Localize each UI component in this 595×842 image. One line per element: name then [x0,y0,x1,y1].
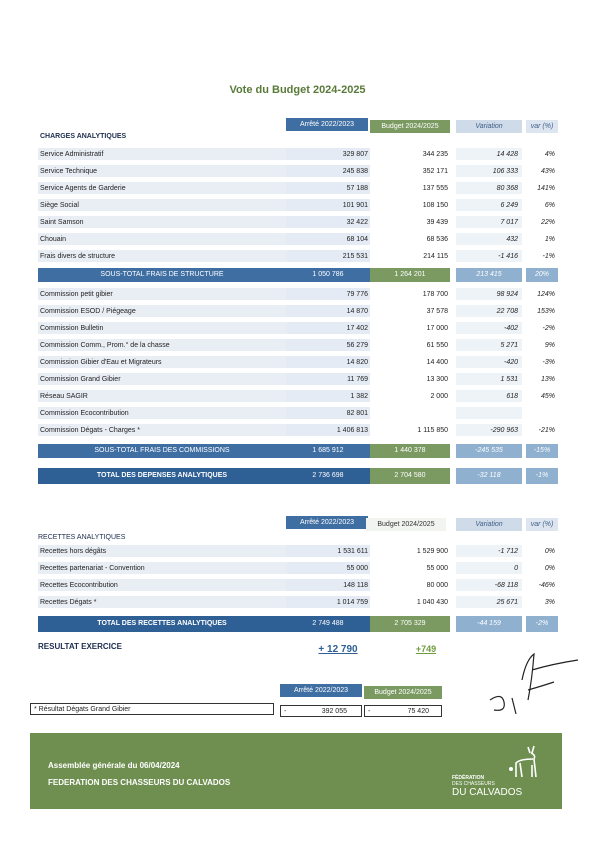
row-budget: 1 040 430 [370,596,450,608]
total-budget: 2 705 329 [370,616,450,632]
row-budget: 14 400 [370,356,450,368]
row-label: Service Technique [38,165,288,177]
header-arrete: Arrêté 2022/2023 [286,118,368,131]
table-row [38,182,558,195]
row-pct: -21% [526,424,558,436]
table-row [38,199,558,212]
row-pct: 45% [526,390,558,402]
row-budget: 37 578 [370,305,450,317]
footer-date: Assemblée générale du 06/04/2024 [48,761,180,770]
row-label: Commission Ecocontribution [38,407,288,419]
row-pct: -3% [526,356,558,368]
table-row [38,233,558,246]
signature-image [482,640,582,720]
table-row [38,579,558,592]
row-arrete: 68 104 [286,233,370,245]
footer-org: FEDERATION DES CHASSEURS DU CALVADOS [48,778,231,787]
subtotal-variation: 213 415 [456,268,522,282]
row-pct: -2% [526,322,558,334]
federation-logo [448,745,548,805]
page-title: Vote du Budget 2024-2025 [229,84,366,96]
row-budget: 108 150 [370,199,450,211]
subtotal-budget: 1 440 378 [370,444,450,458]
degats-budget: 75 420 [407,708,429,715]
logo-line-1: FÉDÉRATION [452,775,485,781]
total-label: TOTAL DES RECETTES ANALYTIQUES [38,616,286,632]
degats-sign: - [284,708,287,715]
row-variation: 1 531 [456,373,522,385]
subtotal-label: SOUS-TOTAL FRAIS DES COMMISSIONS [38,444,286,458]
row-label: Commission petit gibier [38,288,288,300]
row-arrete: 32 422 [286,216,370,228]
row-variation: 6 249 [456,199,522,211]
row-budget: 39 439 [370,216,450,228]
subtotal-label: SOUS-TOTAL FRAIS DE STRUCTURE [38,268,286,282]
table-row [38,390,558,403]
row-variation [456,407,522,419]
row-variation: 98 924 [456,288,522,300]
row-arrete: 82 801 [286,407,370,419]
row-label: Saint Samson [38,216,288,228]
row-label: Réseau SAGIR [38,390,288,402]
row-label: Recettes partenariat - Convention [38,562,288,574]
table-row [38,250,558,263]
subtotal-commissions-row [38,444,558,458]
header-budget: Budget 2024/2025 [364,686,442,699]
resultat-label: RESULTAT EXERCICE [38,642,123,651]
row-pct: 153% [526,305,558,317]
row-pct: 3% [526,596,558,608]
total-variation: -32 118 [456,468,522,484]
table-row [38,148,558,161]
row-pct: -46% [526,579,558,591]
total-budget: 2 704 580 [370,468,450,484]
degats-sign: - [368,708,371,715]
row-arrete: 79 776 [286,288,370,300]
row-budget: 55 000 [370,562,450,574]
row-variation: 5 271 [456,339,522,351]
table-row [38,562,558,575]
deer-icon [506,745,546,779]
row-label: Commission Bulletin [38,322,288,334]
row-pct [526,407,558,419]
row-pct: 0% [526,545,558,557]
table-row [38,165,558,178]
charges-section-label: CHARGES ANALYTIQUES [40,133,127,140]
row-label: Commission Comm., Prom.° de la chasse [38,339,288,351]
degats-budget-box [364,705,442,717]
row-variation: -1 416 [456,250,522,262]
row-pct: 43% [526,165,558,177]
row-arrete: 1 014 759 [286,596,370,608]
row-label: Frais divers de structure [38,250,288,262]
row-variation: 80 368 [456,182,522,194]
row-arrete: 1 382 [286,390,370,402]
header-var-pct: var (%) [526,518,558,531]
row-variation: 432 [456,233,522,245]
total-pct: -2% [526,616,558,632]
row-label: Recettes Ecocontribution [38,579,288,591]
row-budget: 80 000 [370,579,450,591]
table-row [38,407,558,420]
recettes-section-label: RECETTES ANALYTIQUES [38,534,126,541]
table-row [38,373,558,386]
row-variation: -1 712 [456,545,522,557]
row-pct: 4% [526,148,558,160]
row-arrete: 215 531 [286,250,370,262]
row-budget: 137 555 [370,182,450,194]
row-label: Service Administratif [38,148,288,160]
row-variation: 25 671 [456,596,522,608]
row-label: Commission ESOD / Piégeage [38,305,288,317]
row-pct: 6% [526,199,558,211]
row-pct: 9% [526,339,558,351]
row-pct: 124% [526,288,558,300]
logo-line-2: DES CHASSEURS [452,781,495,787]
row-arrete: 329 807 [286,148,370,160]
row-budget: 344 235 [370,148,450,160]
row-pct: 13% [526,373,558,385]
row-variation: 14 428 [456,148,522,160]
row-label: Commission Grand Gibier [38,373,288,385]
total-depenses-row [38,468,558,484]
degats-arrete: 392 055 [321,708,347,715]
row-budget: 61 550 [370,339,450,351]
footer-banner [30,733,562,809]
table-row [38,596,558,609]
row-budget: 1 115 850 [370,424,450,436]
row-label: Commission Dégats - Charges * [38,424,288,436]
row-arrete: 148 118 [286,579,370,591]
row-pct: 141% [526,182,558,194]
row-budget: 17 000 [370,322,450,334]
row-label: Recettes Dégats * [38,596,288,608]
table-row [38,305,558,318]
subtotal-pct: -15% [526,444,558,458]
row-arrete: 1 406 813 [286,424,370,436]
row-pct: -1% [526,250,558,262]
table-row [38,339,558,352]
row-variation: 106 333 [456,165,522,177]
subtotal-arrete: 1 050 786 [286,268,370,282]
row-variation: 7 017 [456,216,522,228]
header-variation: Variation [456,120,522,133]
total-pct: -1% [526,468,558,484]
row-arrete: 1 531 611 [286,545,370,557]
row-variation: -420 [456,356,522,368]
total-variation: -44 159 [456,616,522,632]
subtotal-budget: 1 264 201 [370,268,450,282]
table-row [38,322,558,335]
table-row [38,356,558,369]
row-arrete: 11 769 [286,373,370,385]
row-budget: 352 171 [370,165,450,177]
row-arrete: 55 000 [286,562,370,574]
row-variation: 22 708 [456,305,522,317]
row-variation: -68 118 [456,579,522,591]
row-arrete: 57 188 [286,182,370,194]
row-variation: 618 [456,390,522,402]
header-variation: Variation [456,518,522,531]
row-budget [370,407,450,419]
total-recettes-row [38,616,558,632]
row-pct: 1% [526,233,558,245]
table-row [38,216,558,229]
row-variation: 0 [456,562,522,574]
resultat-arrete: + 12 790 [318,644,358,655]
row-budget: 178 700 [370,288,450,300]
row-arrete: 17 402 [286,322,370,334]
table-row [38,288,558,301]
subtotal-structure-row [38,268,558,282]
row-budget: 68 536 [370,233,450,245]
table-row [38,545,558,558]
row-arrete: 14 820 [286,356,370,368]
row-label: Chouain [38,233,288,245]
row-pct: 22% [526,216,558,228]
subtotal-variation: -245 535 [456,444,522,458]
row-label: Commission Gibier d'Eau et Migrateurs [38,356,288,368]
subtotal-arrete: 1 685 912 [286,444,370,458]
total-label: TOTAL DES DEPENSES ANALYTIQUES [38,468,286,484]
row-arrete: 245 838 [286,165,370,177]
row-arrete: 101 901 [286,199,370,211]
logo-line-3: DU CALVADOS [452,787,523,798]
header-budget: Budget 2024/2025 [366,518,446,531]
header-budget: Budget 2024/2025 [370,120,450,133]
row-arrete: 14 870 [286,305,370,317]
subtotal-pct: 20% [526,268,558,282]
degats-arrete-box [280,705,362,717]
row-budget: 13 300 [370,373,450,385]
row-label: Siège Social [38,199,288,211]
row-budget: 1 529 900 [370,545,450,557]
row-label: Recettes hors dégâts [38,545,288,557]
resultat-budget: +749 [415,644,437,654]
table-row [38,424,558,437]
row-variation: -290 963 [456,424,522,436]
header-arrete: Arrêté 2022/2023 [286,516,368,529]
row-variation: -402 [456,322,522,334]
total-arrete: 2 749 488 [286,616,370,632]
row-budget: 2 000 [370,390,450,402]
header-var-pct: var (%) [526,120,558,133]
row-label: Service Agents de Garderie [38,182,288,194]
total-arrete: 2 736 698 [286,468,370,484]
row-arrete: 56 279 [286,339,370,351]
row-budget: 214 115 [370,250,450,262]
header-arrete: Arrêté 2022/2023 [280,684,362,697]
degats-label: * Résultat Dégats Grand Gibier [30,703,274,715]
row-pct: 0% [526,562,558,574]
